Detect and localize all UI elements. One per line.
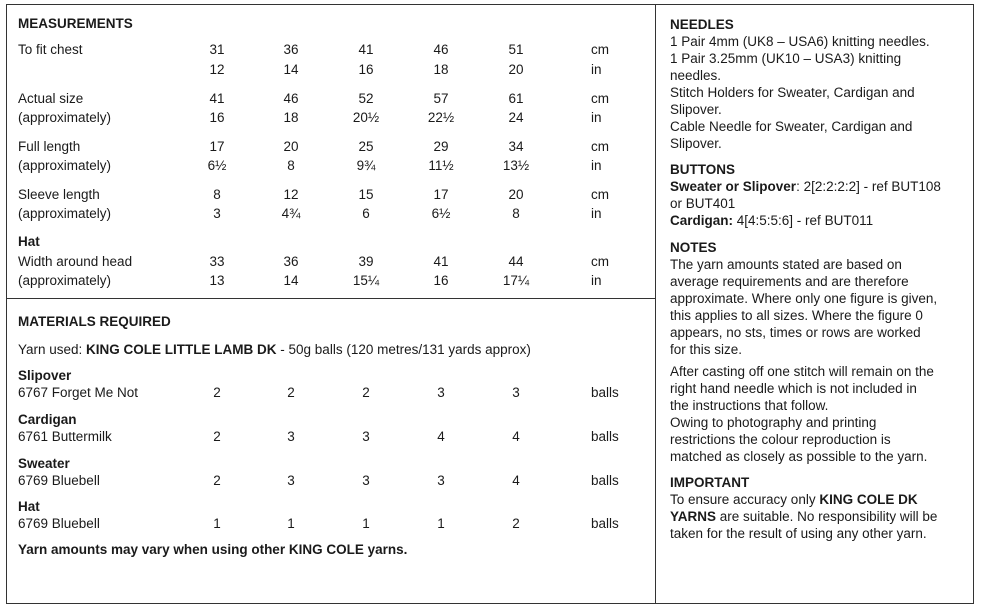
buttons-line [670,178,968,195]
notes-line: Owing to photography and printing [670,415,877,430]
measurement-unit: cm [591,91,609,106]
material-value: 3 [512,385,520,400]
material-value: 3 [287,473,295,488]
material-item-title: Cardigan [18,412,77,427]
measurement-value: 13 [209,273,225,288]
yarn-used-line [18,341,531,359]
material-value: 4 [512,473,520,488]
measurement-value: 36 [283,254,299,269]
measurement-value: 12 [283,187,299,202]
measurement-label: (approximately) [18,110,112,125]
measurement-value: 20½ [352,110,380,125]
notes-line: for this size. [670,342,743,357]
notes-line: The yarn amounts stated are based on [670,257,902,272]
material-shade: 6769 Bluebell [18,516,100,531]
measurement-value: 4¾ [281,206,301,221]
measurement-value: 20 [508,62,524,77]
notes-line: After casting off one stitch will remain on the [670,364,934,379]
important-line [670,491,968,508]
measurement-unit: in [591,206,602,221]
measurement-value: 52 [358,91,374,106]
measurement-value: 39 [358,254,374,269]
material-value: 2 [287,385,295,400]
measurement-value: 9¾ [356,158,376,173]
measurement-value: 20 [508,187,524,202]
measurement-value: 34 [508,139,524,154]
measurement-value: 6½ [431,206,451,221]
material-value: 4 [512,429,520,444]
measurement-label: Width around head [18,254,133,269]
notes-line: matched as closely as possible to the yarn. [670,449,928,464]
measurement-value: 36 [283,42,299,57]
measurement-value: 6 [362,206,370,221]
material-unit: balls [591,385,619,400]
measurement-value: 17 [209,139,225,154]
material-value: 1 [437,516,445,531]
measurement-value: 46 [283,91,299,106]
material-value: 1 [362,516,370,531]
needles-line: Slipover. [670,136,722,151]
material-item-title: Slipover [18,368,72,383]
important-bold: KING COLE DK [819,492,918,507]
needles-heading: NEEDLES [670,17,734,32]
measurement-value: 31 [209,42,225,57]
important-section [670,474,968,542]
measurement-value: 22½ [427,110,455,125]
notes-line: appears, no sts, times or rows are worked [670,325,921,340]
materials-heading: MATERIALS REQUIRED [18,314,171,329]
material-value: 3 [287,429,295,444]
measurement-value: 17¼ [502,273,530,288]
measurement-value: 12 [209,62,225,77]
notes-line: right hand needle which is not included in [670,381,917,396]
notes-line: this applies to all sizes. Where the figure 0 [670,308,923,323]
needles-line: 1 Pair 4mm (UK8 – USA6) knitting needles. [670,34,930,49]
material-value: 3 [437,473,445,488]
important-text: are suitable. No responsibility will be [716,509,938,524]
measurement-value: 16 [358,62,374,77]
material-value: 3 [437,385,445,400]
yarn-used-suffix: - 50g balls (120 metres/131 yards approx) [276,342,531,357]
measurements-heading: MEASUREMENTS [18,16,133,31]
material-item-title: Hat [18,499,40,514]
measurement-value: 57 [433,91,449,106]
needles-line: Stitch Holders for Sweater, Cardigan and [670,85,915,100]
material-shade: 6761 Buttermilk [18,429,112,444]
material-value: 1 [213,516,221,531]
measurement-label: To fit chest [18,42,83,57]
measurement-unit: in [591,62,602,77]
material-value: 2 [213,473,221,488]
material-value: 3 [362,429,370,444]
measurement-value: 3 [213,206,221,221]
measurement-unit: in [591,158,602,173]
measurement-value: 14 [283,62,299,77]
notes-section [670,239,968,465]
notes-line: the instructions that follow. [670,398,829,413]
yarn-used-prefix: Yarn used: [18,342,87,357]
material-value: 2 [213,429,221,444]
measurement-value: 24 [508,110,524,125]
measurement-label: (approximately) [18,158,112,173]
column-divider [655,4,656,604]
measurement-unit: cm [591,42,609,57]
buttons-section [670,161,968,229]
material-value: 4 [437,429,445,444]
buttons-line: or BUT401 [670,196,736,211]
measurement-value: 17 [433,187,449,202]
measurement-value: 25 [358,139,374,154]
notes-line: average requirements and are therefore [670,274,909,289]
measurement-value: 8 [287,158,295,173]
buttons-sweater-value: : 2[2:2:2:2] - ref BUT108 [796,179,941,194]
measurement-label: Sleeve length [18,187,100,202]
measurement-value: 8 [512,206,520,221]
important-bold: YARNS [670,509,717,524]
measurement-value: 33 [209,254,225,269]
measurement-unit: cm [591,139,609,154]
measurement-unit: cm [591,254,609,269]
important-heading: IMPORTANT [670,475,750,490]
needles-section [670,16,968,152]
measurement-value: 41 [209,91,225,106]
material-shade: 6769 Bluebell [18,473,100,488]
needles-line: Cable Needle for Sweater, Cardigan and [670,119,913,134]
measurement-value: 15 [358,187,374,202]
measurement-unit: in [591,273,602,288]
material-item-title: Sweater [18,456,70,471]
important-text: To ensure accuracy only [670,492,820,507]
needles-line: needles. [670,68,722,83]
measurement-value: 41 [358,42,374,57]
measurement-value: 51 [508,42,524,57]
measurement-value: 6½ [207,158,227,173]
yarn-name: KING COLE LITTLE LAMB DK [86,342,277,357]
notes-heading: NOTES [670,240,717,255]
measurement-value: 20 [283,139,299,154]
measurement-label: Actual size [18,91,84,106]
material-unit: balls [591,473,619,488]
buttons-cardigan-label: Cardigan: [670,213,734,228]
buttons-heading: BUTTONS [670,162,736,177]
measurement-value: 41 [433,254,449,269]
material-value: 3 [362,473,370,488]
needles-line: 1 Pair 3.25mm (UK10 – USA3) knitting [670,51,902,66]
material-value: 2 [512,516,520,531]
material-shade: 6767 Forget Me Not [18,385,139,400]
needles-line: Slipover. [670,102,722,117]
buttons-line [670,212,968,229]
notes-line: approximate. Where only one figure is given, [670,291,938,306]
section-divider [6,298,656,299]
material-unit: balls [591,516,619,531]
hat-heading: Hat [18,234,40,249]
measurement-label: (approximately) [18,273,112,288]
measurement-value: 15¼ [352,273,380,288]
measurement-value: 14 [283,273,299,288]
measurement-value: 46 [433,42,449,57]
material-value: 2 [362,385,370,400]
measurement-value: 44 [508,254,524,269]
measurement-value: 8 [213,187,221,202]
measurement-value: 13½ [502,158,530,173]
important-line: taken for the result of using any other yarn. [670,526,927,541]
measurement-value: 29 [433,139,449,154]
measurement-value: 11½ [428,158,454,173]
material-value: 1 [287,516,295,531]
measurement-label: (approximately) [18,206,112,221]
measurement-value: 61 [508,91,524,106]
measurement-value: 18 [433,62,449,77]
yarn-note: Yarn amounts may vary when using other KING COLE yarns. [18,542,408,557]
measurement-value: 18 [283,110,299,125]
notes-line: restrictions the colour reproduction is [670,432,891,447]
buttons-sweater-label: Sweater or Slipover [670,179,797,194]
measurement-value: 16 [209,110,225,125]
material-value: 2 [213,385,221,400]
measurement-unit: in [591,110,602,125]
measurement-value: 16 [433,273,449,288]
buttons-cardigan-value: 4[4:5:5:6] - ref BUT011 [733,213,874,228]
measurement-unit: cm [591,187,609,202]
material-unit: balls [591,429,619,444]
important-line [670,508,968,525]
measurement-label: Full length [18,139,81,154]
